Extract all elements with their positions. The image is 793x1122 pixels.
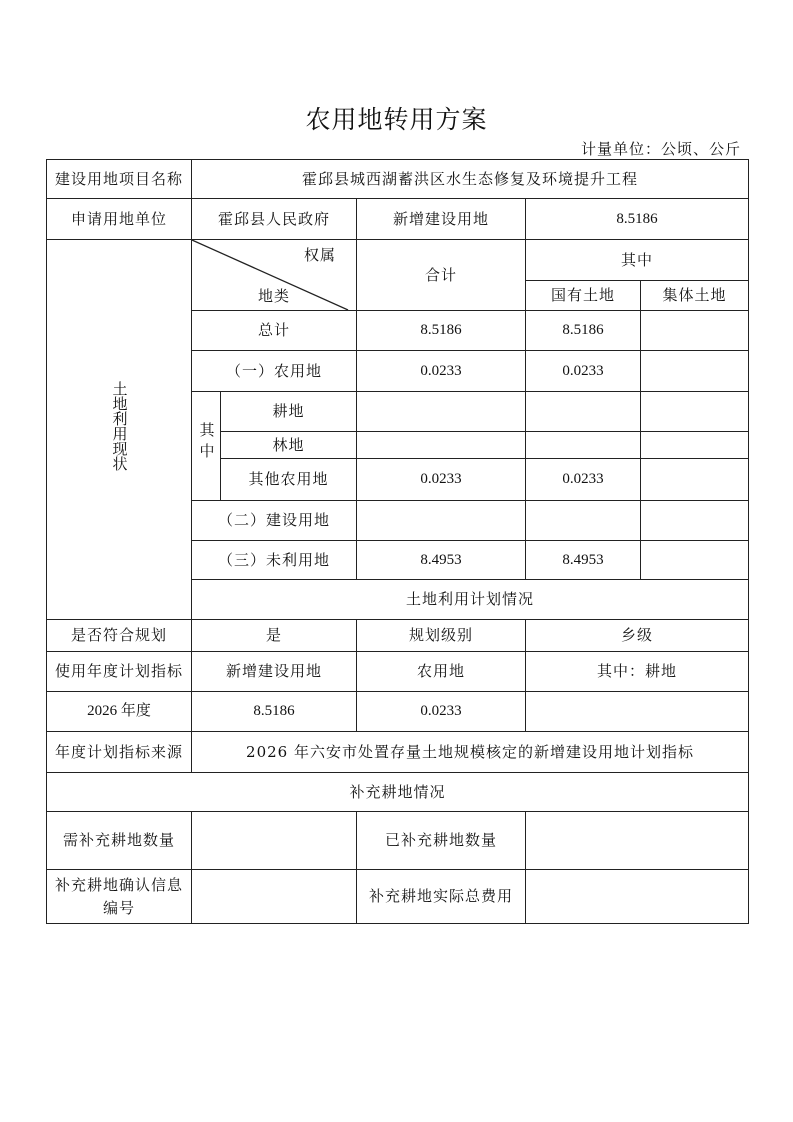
done-label: 已补充耕地数量 [357,812,526,870]
row-name: 耕地 [221,392,357,432]
project-value: 霍邱县城西湖蓄洪区水生态修复及环境提升工程 [192,160,749,199]
row-total [357,392,526,432]
applicant-value: 霍邱县人民政府 [192,199,357,240]
year-label: 2026 年度 [47,692,192,732]
year-arable-value [526,692,749,732]
confirm-value [192,870,357,924]
row-total: 0.0233 [357,459,526,501]
indicator-agri-header: 农用地 [357,652,526,692]
row-name: 其他农用地 [221,459,357,501]
plan-level-label: 规划级别 [357,620,526,652]
row-collective [641,432,749,459]
row-collective [641,501,749,541]
row-total: 0.0233 [357,351,526,392]
row-collective [641,459,749,501]
row-collective [641,351,749,392]
plan-section-header: 土地利用计划情况 [192,580,749,620]
conform-value: 是 [192,620,357,652]
row-name: 总计 [192,311,357,351]
year-agri-value: 0.0233 [357,692,526,732]
cost-value [526,870,749,924]
unit-note: 计量单位：公顷、公斤 [580,140,741,158]
of-which-side-label [192,392,221,501]
ownership-header: 权属 [303,246,336,264]
need-label: 需补充耕地数量 [47,812,192,870]
conform-label: 是否符合规划 [47,620,192,652]
source-label: 年度计划指标来源 [47,732,192,773]
row-total: 8.4953 [357,541,526,580]
of-which-side-text: 其中 [197,421,216,464]
row-state [526,501,641,541]
year-new-value: 8.5186 [192,692,357,732]
row-total [357,501,526,541]
row-name: 林地 [221,432,357,459]
need-value [192,812,357,870]
row-total [357,432,526,459]
total-header: 合计 [357,240,526,311]
row-name: （一）农用地 [192,351,357,392]
plan-level-value: 乡级 [526,620,749,652]
row-collective [641,392,749,432]
supplement-section-header: 补充耕地情况 [47,773,749,812]
cost-label: 补充耕地实际总费用 [357,870,526,924]
row-state: 0.0233 [526,459,641,501]
row-state: 8.5186 [526,311,641,351]
indicator-label: 使用年度计划指标 [47,652,192,692]
row-state [526,392,641,432]
diagonal-header [192,240,357,311]
done-value [526,812,749,870]
confirm-label: 补充耕地确认信息编号 [47,870,192,924]
row-collective [641,311,749,351]
land-type-header: 地类 [258,286,291,305]
of-which-header: 其中 [526,240,749,281]
applicant-label: 申请用地单位 [47,199,192,240]
state-land-header: 国有土地 [526,281,641,311]
row-name: （二）建设用地 [192,501,357,541]
status-section-text: 土地利用现状 [110,381,129,472]
collective-land-header: 集体土地 [641,281,749,311]
row-state: 0.0233 [526,351,641,392]
row-state: 8.4953 [526,541,641,580]
status-section-label [47,240,192,620]
row-state [526,432,641,459]
page-title: 农用地转用方案 [305,105,488,134]
indicator-arable-header: 其中：耕地 [526,652,749,692]
conversion-table [46,159,749,924]
indicator-new-header: 新增建设用地 [192,652,357,692]
row-name: （三）未利用地 [192,541,357,580]
source-value: 2026 年六安市处置存量土地规模核定的新增建设用地计划指标 [192,732,749,773]
row-total: 8.5186 [357,311,526,351]
row-collective [641,541,749,580]
new-construction-label: 新增建设用地 [357,199,526,240]
new-construction-value: 8.5186 [526,199,749,240]
project-label: 建设用地项目名称 [47,160,192,199]
